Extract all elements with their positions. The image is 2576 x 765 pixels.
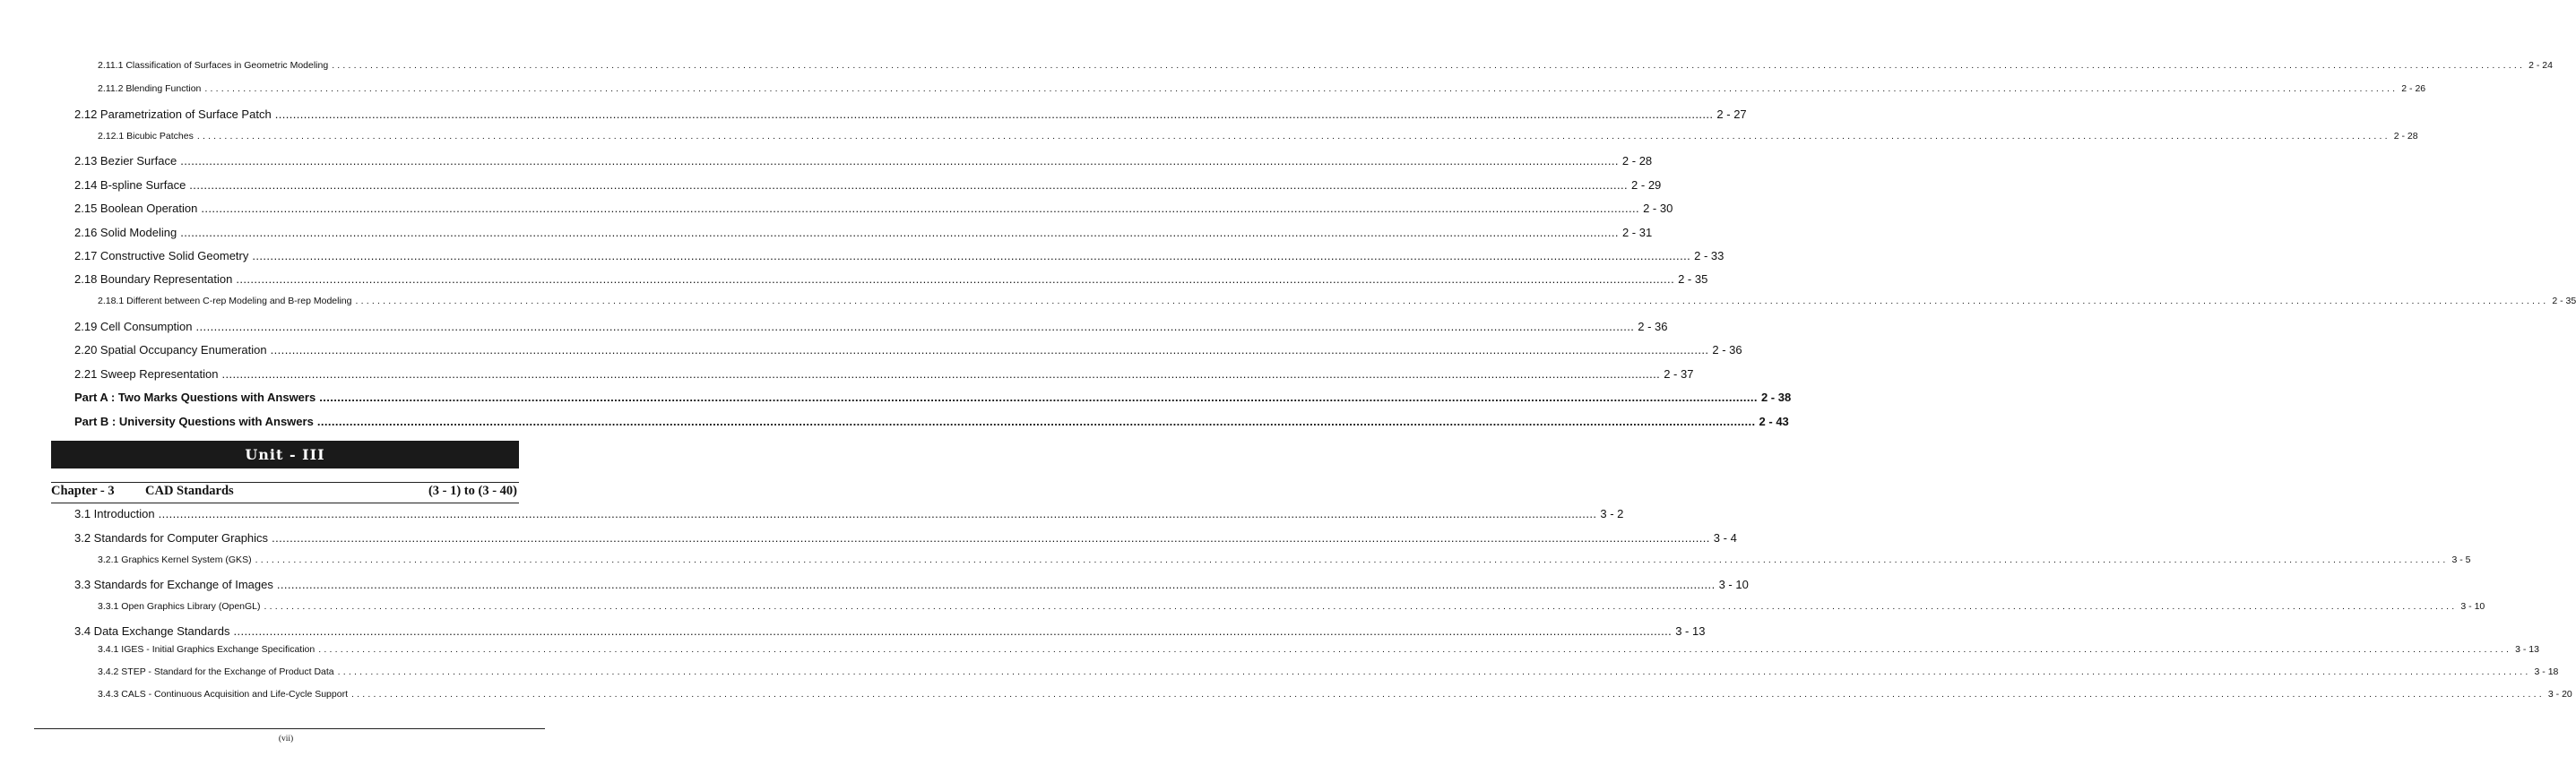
toc-leader-dots: ................................................................................................................................................................................................................................................................................................................................................................................................................ bbox=[189, 178, 1629, 192]
chapter-heading bbox=[51, 484, 519, 502]
toc-entry-page: 2 - 35 bbox=[2552, 296, 2576, 306]
toc-leader-dots: ................................................................................................................................................................................................................................................................................................................................................................................................................ bbox=[318, 644, 2512, 655]
toc-entry-page: 2 - 35 bbox=[1678, 272, 1708, 286]
toc-entry bbox=[74, 578, 1749, 591]
toc-entry bbox=[74, 154, 1653, 168]
toc-entry-title: 2.12.1 Bicubic Patches bbox=[98, 131, 194, 142]
toc-entry-title: 2.12 Parametrization of Surface Patch bbox=[74, 107, 272, 121]
toc-entry bbox=[74, 272, 1708, 286]
toc-entry-page: 2 - 29 bbox=[1631, 178, 1662, 192]
toc-leader-dots: ................................................................................................................................................................................................................................................................................................................................................................................................................ bbox=[204, 83, 2399, 94]
toc-leader-dots: ................................................................................................................................................................................................................................................................................................................................................................................................................ bbox=[351, 689, 2545, 700]
toc-leader-dots: ................................................................................................................................................................................................................................................................................................................................................................................................................ bbox=[180, 226, 1619, 239]
toc-entry bbox=[98, 689, 2572, 700]
toc-entry-title: Part A : Two Marks Questions with Answers bbox=[74, 391, 316, 404]
toc-leader-dots: ................................................................................................................................................................................................................................................................................................................................................................................................................ bbox=[316, 415, 1756, 428]
toc-leader-dots: ................................................................................................................................................................................................................................................................................................................................................................................................................ bbox=[337, 666, 2531, 677]
toc-entry-title: 3.3.1 Open Graphics Library (OpenGL) bbox=[98, 601, 261, 612]
toc-entry bbox=[98, 644, 2539, 655]
toc-entry-title: 3.3 Standards for Exchange of Images bbox=[74, 578, 273, 591]
toc-entry-title: 2.18.1 Different between C-rep Modeling and B-rep Modeling bbox=[98, 296, 352, 306]
chapter-label: Chapter - 3 bbox=[51, 484, 115, 498]
toc-entry bbox=[74, 320, 1668, 333]
toc-entry-page: 3 - 2 bbox=[1600, 507, 1624, 520]
toc-entry-title: 2.14 B-spline Surface bbox=[74, 178, 186, 192]
toc-entry-page: 2 - 26 bbox=[2401, 83, 2426, 94]
toc-entry bbox=[74, 343, 1742, 357]
toc-entry-page: 2 - 36 bbox=[1712, 343, 1742, 357]
toc-entry-title: 3.2 Standards for Computer Graphics bbox=[74, 531, 269, 545]
toc-leader-dots: ................................................................................................................................................................................................................................................................................................................................................................................................................ bbox=[233, 624, 1673, 638]
toc-entry-page: 3 - 5 bbox=[2451, 554, 2471, 565]
toc-leader-dots: ................................................................................................................................................................................................................................................................................................................................................................................................................ bbox=[332, 60, 2526, 71]
toc-leader-dots: ................................................................................................................................................................................................................................................................................................................................................................................................................ bbox=[195, 320, 1635, 333]
unit-title: Unit - III bbox=[245, 446, 325, 463]
toc-leader-dots: ................................................................................................................................................................................................................................................................................................................................................................................................................ bbox=[158, 507, 1597, 520]
toc-entry-title: 2.20 Spatial Occupancy Enumeration bbox=[74, 343, 267, 357]
toc-entry-title: 3.4 Data Exchange Standards bbox=[74, 624, 230, 638]
toc-entry-page: 2 - 36 bbox=[1638, 320, 1668, 333]
toc-entry-page: 3 - 20 bbox=[2547, 689, 2572, 700]
toc-leader-dots: ................................................................................................................................................................................................................................................................................................................................................................................................................ bbox=[196, 131, 2390, 142]
toc-entry bbox=[74, 107, 1747, 121]
footer-rule bbox=[34, 728, 545, 729]
toc-entry bbox=[74, 391, 1792, 404]
toc-entry-title: 2.18 Boundary Representation bbox=[74, 272, 233, 286]
toc-entry-title: 3.1 Introduction bbox=[74, 507, 155, 520]
toc-entry-page: 2 - 30 bbox=[1643, 202, 1673, 215]
toc-entry-page: 3 - 10 bbox=[2460, 601, 2485, 612]
unit-banner bbox=[51, 441, 519, 468]
chapter-top-rule bbox=[51, 482, 519, 483]
toc-entry-title: 3.4.3 CALS - Continuous Acquisition and Life-Cycle Support bbox=[98, 689, 348, 700]
toc-leader-dots: ................................................................................................................................................................................................................................................................................................................................................................................................................ bbox=[319, 391, 1758, 404]
toc-entry-page: 2 - 24 bbox=[2528, 60, 2553, 71]
toc-entry bbox=[98, 601, 2485, 612]
page-number: (vii) bbox=[278, 735, 294, 744]
toc-leader-dots: ................................................................................................................................................................................................................................................................................................................................................................................................................ bbox=[355, 296, 2549, 306]
toc-entry-page: 2 - 33 bbox=[1694, 249, 1725, 262]
toc-entry-title: 2.19 Cell Consumption bbox=[74, 320, 193, 333]
toc-entry-page: 2 - 27 bbox=[1716, 107, 1747, 121]
chapter-page-range: (3 - 1) to (3 - 40) bbox=[428, 484, 517, 498]
toc-entry-page: 2 - 28 bbox=[1621, 154, 1653, 168]
toc-leader-dots: ................................................................................................................................................................................................................................................................................................................................................................................................................ bbox=[201, 202, 1640, 215]
toc-entry bbox=[98, 554, 2471, 565]
toc-leader-dots: ................................................................................................................................................................................................................................................................................................................................................................................................................ bbox=[255, 554, 2449, 565]
toc-entry-page: 2 - 31 bbox=[1621, 226, 1653, 239]
toc-entry bbox=[74, 367, 1694, 381]
toc-entry-page: 3 - 4 bbox=[1713, 531, 1737, 545]
toc-leader-dots: ................................................................................................................................................................................................................................................................................................................................................................................................................ bbox=[276, 578, 1716, 591]
toc-entry bbox=[98, 666, 2559, 677]
toc-entry bbox=[74, 624, 1706, 638]
toc-entry-title: 2.13 Bezier Surface bbox=[74, 154, 177, 168]
chapter-title: CAD Standards bbox=[145, 484, 234, 498]
toc-leader-dots: ................................................................................................................................................................................................................................................................................................................................................................................................................ bbox=[236, 272, 1675, 286]
toc-entry bbox=[74, 531, 1737, 545]
toc-entry-page: 3 - 13 bbox=[2515, 644, 2539, 655]
toc-entry bbox=[74, 178, 1662, 192]
toc-entry-page: 2 - 37 bbox=[1664, 367, 1694, 381]
toc-entry bbox=[74, 507, 1624, 520]
toc-entry-title: 2.16 Solid Modeling bbox=[74, 226, 177, 239]
toc-entry bbox=[98, 83, 2426, 94]
toc-entry-page: 2 - 38 bbox=[1760, 391, 1792, 404]
toc-leader-dots: ................................................................................................................................................................................................................................................................................................................................................................................................................ bbox=[272, 531, 1710, 545]
toc-leader-dots: ................................................................................................................................................................................................................................................................................................................................................................................................................ bbox=[221, 367, 1661, 381]
toc-entry-page: 3 - 13 bbox=[1675, 624, 1706, 638]
toc-entry-page: 3 - 10 bbox=[1718, 578, 1749, 591]
toc-entry-title: Part B : University Questions with Answers bbox=[74, 415, 314, 428]
toc-entry bbox=[98, 60, 2553, 71]
toc-entry-title: 3.4.1 IGES - Initial Graphics Exchange Specification bbox=[98, 644, 316, 655]
toc-entry bbox=[74, 415, 1789, 428]
toc-entry-title: 3.2.1 Graphics Kernel System (GKS) bbox=[98, 554, 252, 565]
toc-entry-title: 2.17 Constructive Solid Geometry bbox=[74, 249, 249, 262]
toc-entry-page: 2 - 28 bbox=[2393, 131, 2418, 142]
toc-entry-title: 2.11.2 Blending Function bbox=[98, 83, 202, 94]
toc-entry-title: 2.15 Boolean Operation bbox=[74, 202, 198, 215]
toc-leader-dots: ................................................................................................................................................................................................................................................................................................................................................................................................................ bbox=[180, 154, 1619, 168]
toc-entry-page: 3 - 18 bbox=[2534, 666, 2559, 677]
toc-entry-title: 2.11.1 Classification of Surfaces in Geometric Modeling bbox=[98, 60, 329, 71]
toc-leader-dots: ................................................................................................................................................................................................................................................................................................................................................................................................................ bbox=[270, 343, 1709, 357]
toc-entry bbox=[98, 131, 2418, 142]
toc-entry-title: 2.21 Sweep Representation bbox=[74, 367, 219, 381]
toc-leader-dots: ................................................................................................................................................................................................................................................................................................................................................................................................................ bbox=[264, 601, 2458, 612]
toc-entry-title: 3.4.2 STEP - Standard for the Exchange of Product Data bbox=[98, 666, 334, 677]
toc-leader-dots: ................................................................................................................................................................................................................................................................................................................................................................................................................ bbox=[252, 249, 1691, 262]
toc-entry bbox=[74, 249, 1725, 262]
toc-leader-dots: ................................................................................................................................................................................................................................................................................................................................................................................................................ bbox=[274, 107, 1714, 121]
toc-entry bbox=[74, 202, 1673, 215]
toc-entry-page: 2 - 43 bbox=[1759, 415, 1789, 428]
toc-entry bbox=[98, 296, 2576, 306]
toc-entry bbox=[74, 226, 1653, 239]
